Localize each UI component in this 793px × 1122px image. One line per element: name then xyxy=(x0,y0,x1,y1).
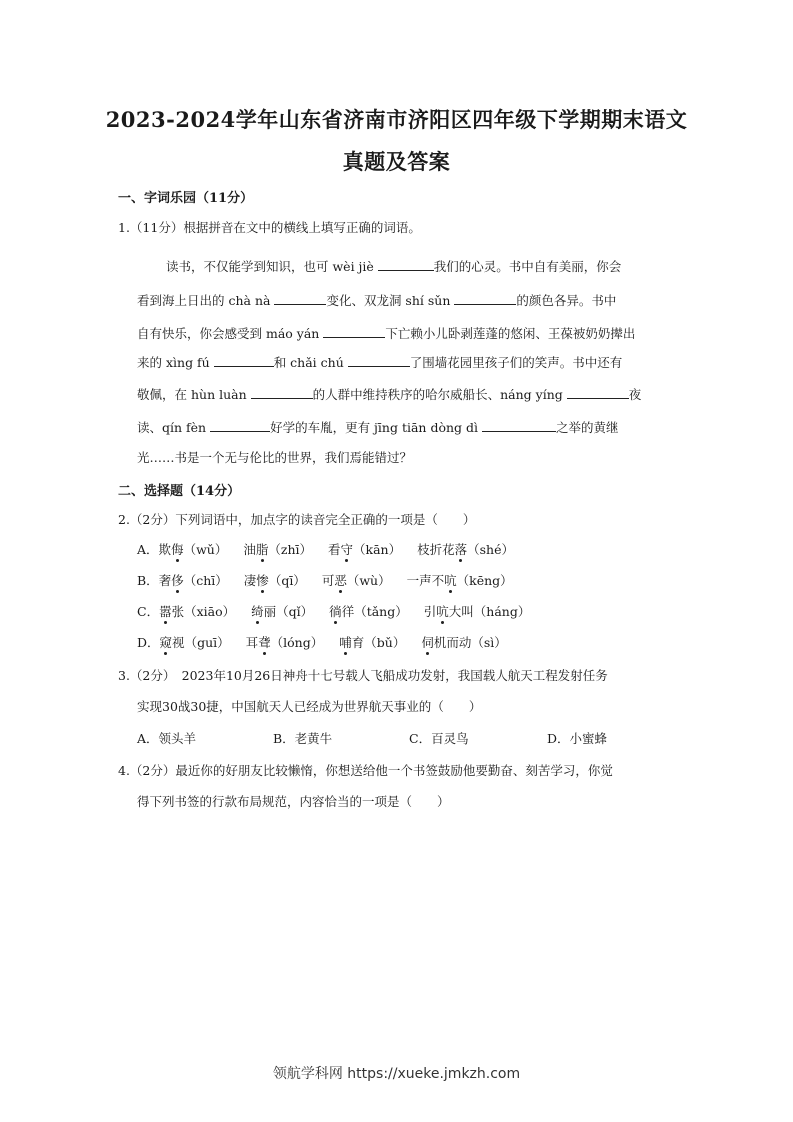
dotted-char: 恶 xyxy=(334,573,347,588)
q1-text: 和 chǎi chú xyxy=(273,355,348,370)
dotted-char: 吭 xyxy=(444,573,457,588)
word-part: 看 xyxy=(328,542,341,557)
dotted-char: 伺 xyxy=(421,635,434,650)
answer-blank[interactable] xyxy=(454,291,516,305)
word-part: 可 xyxy=(321,573,335,588)
q1-text: 夜 xyxy=(628,387,642,402)
answer-blank[interactable] xyxy=(274,291,326,305)
q3-option-a[interactable]: A．领头羊 xyxy=(137,731,197,746)
pinyin: （lóng） xyxy=(270,635,324,650)
pinyin: （kēng） xyxy=(456,573,513,588)
pinyin: 大叫（háng） xyxy=(448,604,531,619)
dotted-char: 哺 xyxy=(339,635,352,650)
word-part: 机而动（sì） xyxy=(433,635,507,650)
q1-text: 读、qín fèn xyxy=(137,420,211,435)
pinyin: （xiāo） xyxy=(184,604,236,619)
question-2-stem: 2.（2分）下列词语中，加点字的读音完全正确的一项是（ ） xyxy=(118,512,476,527)
word-part: 欺 xyxy=(158,542,172,557)
q2-option-a[interactable] xyxy=(137,540,514,558)
question-3-stem-line-2: 实现30战30捷，中国航天人已经成为世界航天事业的（ ） xyxy=(137,699,482,714)
answer-blank[interactable] xyxy=(482,418,556,432)
pinyin: （qī） xyxy=(268,573,306,588)
word-part: 油 xyxy=(243,542,256,557)
pinyin: （zhī） xyxy=(268,542,312,557)
q1-line-3 xyxy=(137,324,635,342)
q1-text: 我们的心灵。书中自有美丽，你会 xyxy=(433,259,622,274)
q2-option-d[interactable] xyxy=(137,633,507,651)
pinyin: （chī） xyxy=(183,573,228,588)
dotted-char: 脂 xyxy=(255,542,269,557)
option-letter: B． xyxy=(137,573,159,588)
q1-line-1 xyxy=(166,257,621,275)
q1-text: 下亡赖小儿卧剥莲蓬的悠闲、王葆被奶奶撵出 xyxy=(385,326,636,341)
answer-blank[interactable] xyxy=(214,353,274,367)
dotted-char: 嚣 xyxy=(159,604,172,619)
word-part: 一声不 xyxy=(406,573,445,588)
q2-option-b[interactable] xyxy=(137,571,513,589)
page-subtitle: 真题及答案 xyxy=(342,149,451,174)
word-part: 奢 xyxy=(158,573,172,588)
q1-line-6 xyxy=(137,418,619,436)
option-letter: A． xyxy=(137,542,159,557)
q1-text: 来的 xìng fú xyxy=(137,355,214,370)
section-1-heading: 一、字词乐园（11分） xyxy=(118,191,254,206)
pinyin: （shé） xyxy=(467,542,515,557)
q3-option-d[interactable]: D．小蜜蜂 xyxy=(547,731,608,746)
pinyin: （kān） xyxy=(353,542,402,557)
pinyin: （guī） xyxy=(184,635,230,650)
question-3-stem-line-1: 3.（2分） 2023年10月26日神舟十七号载人飞船成功发射，我国载人航天工程发射任务 xyxy=(118,668,608,683)
word-part: 凄 xyxy=(243,573,257,588)
word-part: 枝折花 xyxy=(417,542,455,557)
pinyin: （bǔ） xyxy=(364,635,406,650)
q1-text: 之举的黄继 xyxy=(555,420,619,435)
dotted-char: 吭 xyxy=(436,604,449,619)
q1-line-4 xyxy=(137,353,622,371)
q1-text: 自有快乐，你会感受到 máo yán xyxy=(137,326,324,341)
section-2-heading: 二、选择题（14分） xyxy=(118,484,241,499)
q1-text: 看到海上日出的 chà nà xyxy=(137,293,275,308)
dotted-char: 绮 xyxy=(251,604,264,619)
answer-blank[interactable] xyxy=(251,385,313,399)
pinyin: （wǔ） xyxy=(183,542,228,557)
q1-text: 敬佩，在 hùn luàn xyxy=(137,387,251,402)
option-letter: D． xyxy=(137,635,160,650)
option-letter: C． xyxy=(137,604,160,619)
q1-line-7: 光……书是一个无与伦比的世界，我们焉能错过？ xyxy=(137,450,413,465)
answer-blank[interactable] xyxy=(210,418,270,432)
question-4-stem-line-1: 4.（2分）最近你的好朋友比较懒惰，你想送给他一个书签鼓励他要勤奋、刻苦学习，你觉 xyxy=(118,763,613,778)
answer-blank[interactable] xyxy=(348,353,410,367)
q3-option-b[interactable]: B．老黄牛 xyxy=(273,731,333,746)
q2-option-c[interactable] xyxy=(137,602,530,620)
dotted-char: 惨 xyxy=(256,573,269,588)
word-part: 引 xyxy=(423,604,437,619)
q1-line-5 xyxy=(137,385,641,403)
pinyin: （tǎng） xyxy=(354,604,408,619)
answer-blank[interactable] xyxy=(323,324,385,338)
dotted-char: 守 xyxy=(340,542,354,557)
page-footer: 领航学科网 https://xueke.jmkzh.com xyxy=(272,1066,521,1082)
dotted-char: 落 xyxy=(454,542,468,557)
dotted-char: 侮 xyxy=(171,542,184,557)
pinyin: （wù） xyxy=(346,573,391,588)
word-part: 耳 xyxy=(245,635,259,650)
question-1-stem: 1.（11分）根据拼音在文中的横线上填写正确的词语。 xyxy=(118,220,421,235)
page-title: 2023-2024学年山东省济南市济阳区四年级下学期期末语文 xyxy=(105,107,688,132)
q1-text: 读书，不仅能学到知识，也可 wèi jiè xyxy=(166,259,378,274)
word-part: 徉 xyxy=(341,604,355,619)
pinyin: （qǐ） xyxy=(276,604,314,619)
q3-option-c[interactable]: C．百灵鸟 xyxy=(409,731,469,746)
answer-blank[interactable] xyxy=(378,257,434,271)
q1-text: 了围墙花园里孩子们的笑声。书中还有 xyxy=(409,355,623,370)
word-part: 丽 xyxy=(263,604,277,619)
q1-line-2 xyxy=(137,291,616,309)
q1-text: 变化、双龙洞 shí sǔn xyxy=(326,293,455,308)
word-part: 视 xyxy=(172,635,185,650)
q1-text: 的颜色各异。书中 xyxy=(516,293,617,308)
answer-blank[interactable] xyxy=(567,385,629,399)
dotted-char: 窥 xyxy=(159,635,173,650)
dotted-char: 徜 xyxy=(329,604,342,619)
word-part: 张 xyxy=(171,604,185,619)
dotted-char: 聋 xyxy=(258,635,271,650)
word-part: 育 xyxy=(351,635,365,650)
question-4-stem-line-2: 得下列书签的行款布局规范，内容恰当的一项是（ ） xyxy=(137,794,450,809)
q1-text: 好学的车胤，更有 jīng tiān dòng dì xyxy=(270,420,482,435)
q1-text: 的人群中维持秩序的哈尔威船长、náng yíng xyxy=(312,387,567,402)
dotted-char: 侈 xyxy=(171,573,184,588)
